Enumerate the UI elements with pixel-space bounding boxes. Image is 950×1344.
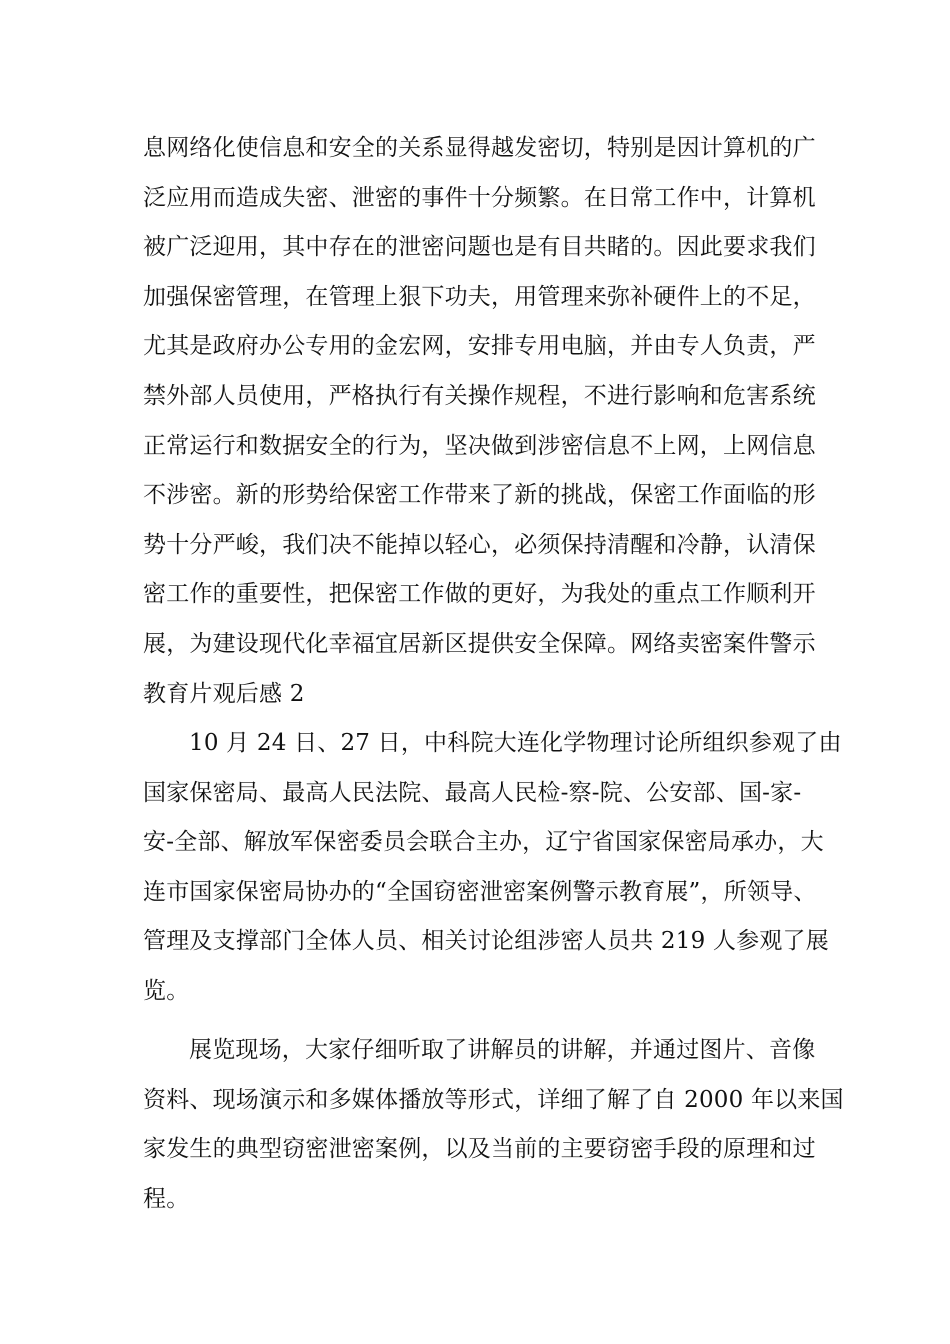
text-line: 禁外部人员使用，严格执行有关操作规程，不进行影响和危害系统	[143, 382, 816, 409]
text-line: 国家保密局、最高人民法院、最高人民检-察-院、公安部、国-家-	[143, 779, 802, 806]
text-line: 泛应用而造成失密、泄密的事件十分频繁。在日常工作中，计算机	[143, 184, 816, 211]
text-line: 不涉密。新的形势给保密工作带来了新的挑战，保密工作面临的形	[143, 482, 816, 509]
text-line: 管理及支撑部门全体人员、相关讨论组涉密人员共 219 人参观了展	[143, 928, 829, 955]
section-heading-line: 教育片观后感 2	[143, 680, 305, 707]
text-line: 被广泛迎用，其中存在的泄密问题也是有目共睹的。因此要求我们	[143, 234, 816, 261]
text-line: 正常运行和数据安全的行为，坚决做到涉密信息不上网，上网信息	[143, 432, 816, 459]
text-line: 尤其是政府办公专用的金宏网，安排专用电脑，并由专人负责，严	[143, 333, 816, 360]
text-line: 家发生的典型窃密泄密案例，以及当前的主要窃密手段的原理和过	[143, 1136, 816, 1163]
paragraph-exhibition-scene	[143, 1026, 844, 1224]
text-line: 资料、现场演示和多媒体播放等形式，详细了解了自 2000 年以来国	[143, 1086, 844, 1113]
text-line: 加强保密管理，在管理上狠下功夫，用管理来弥补硬件上的不足，	[143, 283, 816, 310]
text-line: 势十分严峻，我们决不能掉以轻心，必须保持清醒和冷静，认清保	[143, 531, 816, 558]
text-line: 密工作的重要性，把保密工作做的更好，为我处的重点工作顺利开	[143, 581, 816, 608]
paragraph-exhibition-visit	[143, 719, 842, 1017]
text-line: 10 月 24 日、27 日，中科院大连化学物理讨论所组织参观了由	[189, 730, 842, 756]
text-line: 连市国家保密局协办的“全国窃密泄密案例警示教育展”，所领导、	[143, 878, 817, 905]
text-line: 安-全部、解放军保密委员会联合主办，辽宁省国家保密局承办，大	[143, 829, 824, 856]
text-line: 展，为建设现代化幸福宜居新区提供安全保障。网络卖密案件警示	[143, 630, 816, 657]
paragraph-continuation	[143, 124, 823, 719]
text-line: 程。	[143, 1185, 190, 1212]
text-line: 览。	[143, 977, 190, 1004]
text-line: 展览现场，大家仔细听取了讲解员的讲解，并通过图片、音像	[189, 1037, 816, 1063]
text-line: 息网络化使信息和安全的关系显得越发密切，特别是因计算机的广	[143, 135, 816, 161]
